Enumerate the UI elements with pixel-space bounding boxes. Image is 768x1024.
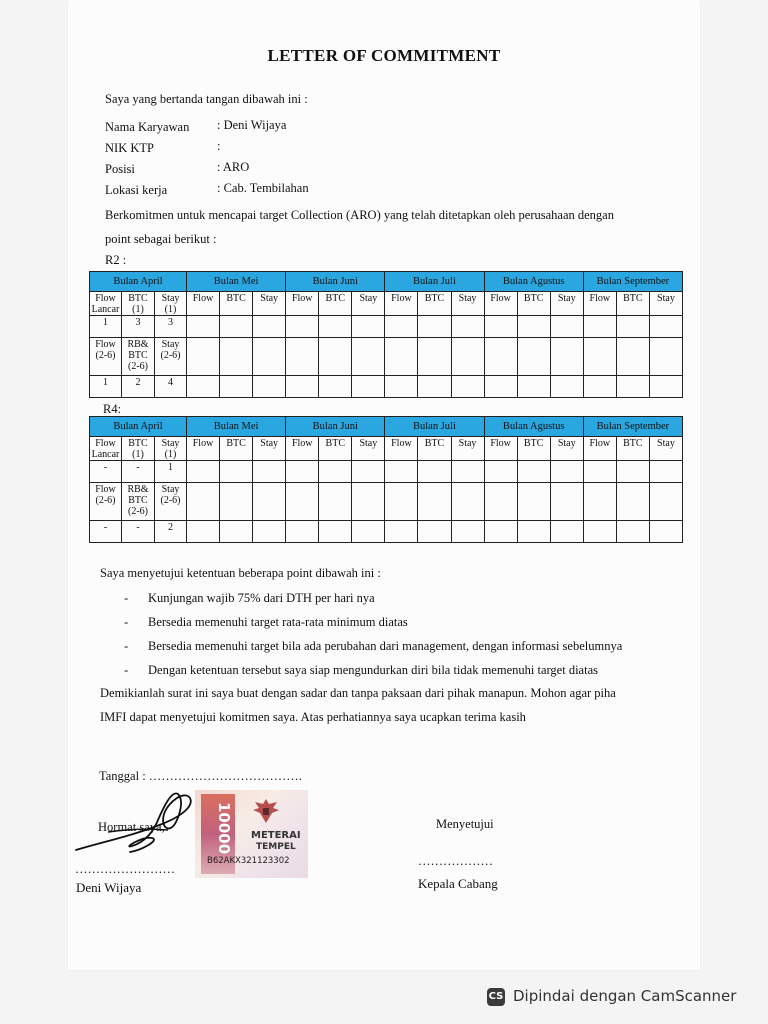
sub-header-row (90, 292, 683, 316)
signer-name: Deni Wijaya (76, 880, 142, 895)
empty-cell (616, 483, 649, 521)
empty-cell (451, 316, 484, 338)
table-cell: - (122, 521, 155, 543)
sub-header: Stay (451, 292, 484, 316)
empty-cell (286, 338, 319, 376)
field-label: Nama Karyawan (105, 120, 190, 134)
empty-cell (517, 483, 550, 521)
month-header: Bulan April (90, 417, 187, 437)
field-label: NIK KTP (105, 141, 154, 155)
table-cell: 2 (122, 376, 155, 398)
empty-cell (319, 521, 352, 543)
empty-cell (319, 461, 352, 483)
list-item (124, 610, 694, 634)
empty-cell (187, 521, 220, 543)
table-cell: Stay (2-6) (155, 483, 187, 521)
empty-cell (253, 316, 286, 338)
empty-cell (484, 521, 517, 543)
empty-cell (220, 521, 253, 543)
table-r4-label: R4: (103, 402, 122, 416)
empty-cell (616, 521, 649, 543)
sub-header: Flow (187, 437, 220, 461)
sub-header: Stay (253, 437, 286, 461)
bullet-dash: - (124, 615, 129, 629)
month-header: Bulan Juni (286, 417, 385, 437)
sub-header: Flow (484, 292, 517, 316)
sub-header: Flow (583, 292, 616, 316)
point-text: Kunjungan wajib 75% dari DTH per hari nya (148, 591, 375, 605)
empty-cell (352, 521, 385, 543)
table-row (90, 461, 683, 483)
field-value: : Deni Wijaya (217, 118, 287, 132)
table-cell: - (90, 461, 122, 483)
table-cell: 2 (155, 521, 187, 543)
target-table-r2 (89, 271, 683, 398)
signature-dots-left: …………………… (75, 862, 175, 876)
empty-cell (319, 376, 352, 398)
point-text: Dengan ketentuan tersebut saya siap mengundurkan diri bila tidak memenuhi target diatas (148, 663, 598, 677)
meterai-stamp (195, 790, 308, 878)
empty-cell (352, 338, 385, 376)
empty-cell (286, 316, 319, 338)
stamp-serial: B62AKX321123302 (207, 856, 290, 866)
month-header-row (90, 272, 683, 292)
empty-cell (220, 461, 253, 483)
commitment-text-line2: point sebagai berikut : (105, 232, 217, 246)
signoff-text: Hormat saya, (98, 820, 165, 834)
empty-cell (385, 521, 418, 543)
document-page (68, 0, 700, 970)
empty-cell (418, 461, 451, 483)
field-value: : (217, 139, 221, 153)
empty-cell (319, 483, 352, 521)
empty-cell (616, 376, 649, 398)
empty-cell (187, 483, 220, 521)
empty-cell (352, 483, 385, 521)
empty-cell (352, 316, 385, 338)
bullet-dash: - (124, 639, 129, 653)
date-line: Tanggal : ………………………………. (99, 769, 302, 783)
empty-cell (220, 483, 253, 521)
empty-cell (616, 316, 649, 338)
empty-cell (220, 376, 253, 398)
table-cell: - (122, 461, 155, 483)
empty-cell (484, 461, 517, 483)
empty-cell (484, 376, 517, 398)
empty-cell (550, 521, 583, 543)
point-text: Bersedia memenuhi target rata-rata minimum diatas (148, 615, 408, 629)
empty-cell (550, 483, 583, 521)
stamp-amount (215, 802, 233, 828)
point-text: Bersedia memenuhi target bila ada perubahan dari management, dengan informasi sebelumnya (148, 639, 623, 653)
sub-header: Stay (352, 437, 385, 461)
sub-header: Flow Lancar (90, 292, 122, 316)
empty-cell (583, 376, 616, 398)
empty-cell (220, 338, 253, 376)
sub-header: Stay (451, 437, 484, 461)
empty-cell (319, 316, 352, 338)
intro-text: Saya yang bertanda tangan dibawah ini : (105, 92, 308, 106)
empty-cell (550, 316, 583, 338)
empty-cell (550, 376, 583, 398)
field-value: : Cab. Tembilahan (217, 181, 309, 195)
stamp-text-tempel: TEMPEL (256, 842, 296, 852)
empty-cell (451, 376, 484, 398)
list-item (124, 586, 694, 610)
bullet-dash: - (124, 591, 129, 605)
camscanner-text: Dipindai dengan CamScanner (513, 987, 737, 1005)
garuda-emblem-icon (251, 796, 281, 826)
month-header: Bulan Juli (385, 417, 484, 437)
sub-header: BTC (616, 437, 649, 461)
sub-header: Flow Lancar (90, 437, 122, 461)
empty-cell (583, 483, 616, 521)
signature-dots-right: ……………… (418, 854, 493, 868)
camscanner-watermark (471, 980, 761, 1014)
sub-header: Stay (1) (155, 292, 187, 316)
month-header: Bulan Mei (187, 417, 286, 437)
empty-cell (517, 376, 550, 398)
sub-header: BTC (319, 437, 352, 461)
month-header-row (90, 417, 683, 437)
list-item (124, 658, 694, 682)
empty-cell (649, 338, 682, 376)
table-cell: 1 (90, 316, 122, 338)
sub-header: BTC (1) (122, 437, 155, 461)
sub-header-row (90, 437, 683, 461)
empty-cell (418, 338, 451, 376)
table-row (90, 376, 683, 398)
empty-cell (583, 461, 616, 483)
sub-header: Flow (286, 437, 319, 461)
handwritten-signature (72, 784, 202, 864)
sub-header: BTC (1) (122, 292, 155, 316)
approver-label: Menyetujui (436, 817, 494, 831)
table-cell: 1 (90, 376, 122, 398)
empty-cell (385, 316, 418, 338)
table-cell: Stay (2-6) (155, 338, 187, 376)
document-title: LETTER OF COMMITMENT (267, 46, 501, 65)
table-row (90, 338, 683, 376)
empty-cell (484, 316, 517, 338)
month-header: Bulan Mei (187, 272, 286, 292)
list-item (124, 634, 694, 658)
month-header: Bulan September (583, 272, 682, 292)
empty-cell (385, 461, 418, 483)
field-value: : ARO (217, 160, 250, 174)
empty-cell (385, 376, 418, 398)
target-table-r4 (89, 416, 683, 543)
empty-cell (649, 521, 682, 543)
sub-header: BTC (517, 292, 550, 316)
month-header: Bulan Agustus (484, 272, 583, 292)
sub-header: BTC (418, 292, 451, 316)
empty-cell (187, 316, 220, 338)
field-label: Lokasi kerja (105, 183, 168, 197)
empty-cell (418, 483, 451, 521)
table-row (90, 483, 683, 521)
empty-cell (253, 338, 286, 376)
table-row (90, 316, 683, 338)
empty-cell (451, 521, 484, 543)
commitment-text-line1: Berkomitmen untuk mencapai target Collection (ARO) yang telah ditetapkan oleh perusahaan dengan (105, 208, 614, 222)
empty-cell (253, 376, 286, 398)
empty-cell (649, 376, 682, 398)
empty-cell (418, 376, 451, 398)
empty-cell (286, 521, 319, 543)
empty-cell (550, 338, 583, 376)
empty-cell (517, 316, 550, 338)
empty-cell (187, 461, 220, 483)
empty-cell (451, 461, 484, 483)
empty-cell (583, 316, 616, 338)
empty-cell (616, 461, 649, 483)
sub-header: Flow (187, 292, 220, 316)
empty-cell (484, 483, 517, 521)
empty-cell (253, 483, 286, 521)
month-header: Bulan September (583, 417, 682, 437)
empty-cell (352, 376, 385, 398)
field-label: Posisi (105, 162, 135, 176)
table-cell: Flow (2-6) (90, 338, 122, 376)
sub-header: BTC (418, 437, 451, 461)
empty-cell (418, 521, 451, 543)
sub-header: Stay (550, 292, 583, 316)
sub-header: BTC (220, 292, 253, 316)
sub-header: BTC (319, 292, 352, 316)
month-header: Bulan Juli (385, 272, 484, 292)
empty-cell (583, 521, 616, 543)
table-cell: 3 (122, 316, 155, 338)
table-cell: 3 (155, 316, 187, 338)
empty-cell (385, 483, 418, 521)
table-r2-label: R2 : (105, 253, 127, 267)
sub-header: Flow (286, 292, 319, 316)
empty-cell (253, 461, 286, 483)
empty-cell (517, 338, 550, 376)
sub-header: Flow (484, 437, 517, 461)
empty-cell (616, 338, 649, 376)
sub-header: BTC (517, 437, 550, 461)
empty-cell (286, 483, 319, 521)
month-header: Bulan Juni (286, 272, 385, 292)
empty-cell (220, 316, 253, 338)
bullet-dash: - (124, 663, 129, 677)
closing-text-line2: IMFI dapat menyetujui komitmen saya. Atas perhatiannya saya ucapkan terima kasih (100, 710, 526, 724)
empty-cell (253, 521, 286, 543)
empty-cell (649, 461, 682, 483)
empty-cell (517, 461, 550, 483)
empty-cell (649, 483, 682, 521)
empty-cell (352, 461, 385, 483)
empty-cell (319, 338, 352, 376)
empty-cell (286, 461, 319, 483)
empty-cell (583, 338, 616, 376)
empty-cell (187, 338, 220, 376)
table-cell: Flow (2-6) (90, 483, 122, 521)
agreement-points (124, 586, 694, 682)
sub-header: Stay (352, 292, 385, 316)
empty-cell (484, 338, 517, 376)
empty-cell (517, 521, 550, 543)
sub-header: BTC (220, 437, 253, 461)
sub-header: Stay (253, 292, 286, 316)
stamp-text-meterai: METERAI (251, 830, 301, 841)
month-header: Bulan Agustus (484, 417, 583, 437)
empty-cell (649, 316, 682, 338)
table-cell: 4 (155, 376, 187, 398)
sub-header: Stay (649, 292, 682, 316)
empty-cell (385, 338, 418, 376)
table-row (90, 521, 683, 543)
agreement-intro: Saya menyetujui ketentuan beberapa point dibawah ini : (100, 566, 381, 580)
table-cell: RB& BTC (2-6) (122, 483, 155, 521)
sub-header: Flow (583, 437, 616, 461)
table-cell: 1 (155, 461, 187, 483)
closing-text-line1: Demikianlah surat ini saya buat dengan sadar dan tanpa paksaan dari pihak manapun. Mohon agar piha (100, 686, 616, 700)
table-cell: RB& BTC (2-6) (122, 338, 155, 376)
sub-header: Stay (550, 437, 583, 461)
camscanner-logo-icon: CS (487, 988, 505, 1006)
empty-cell (451, 338, 484, 376)
table-cell: - (90, 521, 122, 543)
month-header: Bulan April (90, 272, 187, 292)
empty-cell (451, 483, 484, 521)
empty-cell (550, 461, 583, 483)
empty-cell (187, 376, 220, 398)
empty-cell (286, 376, 319, 398)
sub-header: BTC (616, 292, 649, 316)
approver-title: Kepala Cabang (418, 876, 498, 891)
sub-header: Stay (1) (155, 437, 187, 461)
employee-fields (105, 120, 505, 200)
sub-header: Stay (649, 437, 682, 461)
empty-cell (418, 316, 451, 338)
sub-header: Flow (385, 292, 418, 316)
sub-header: Flow (385, 437, 418, 461)
